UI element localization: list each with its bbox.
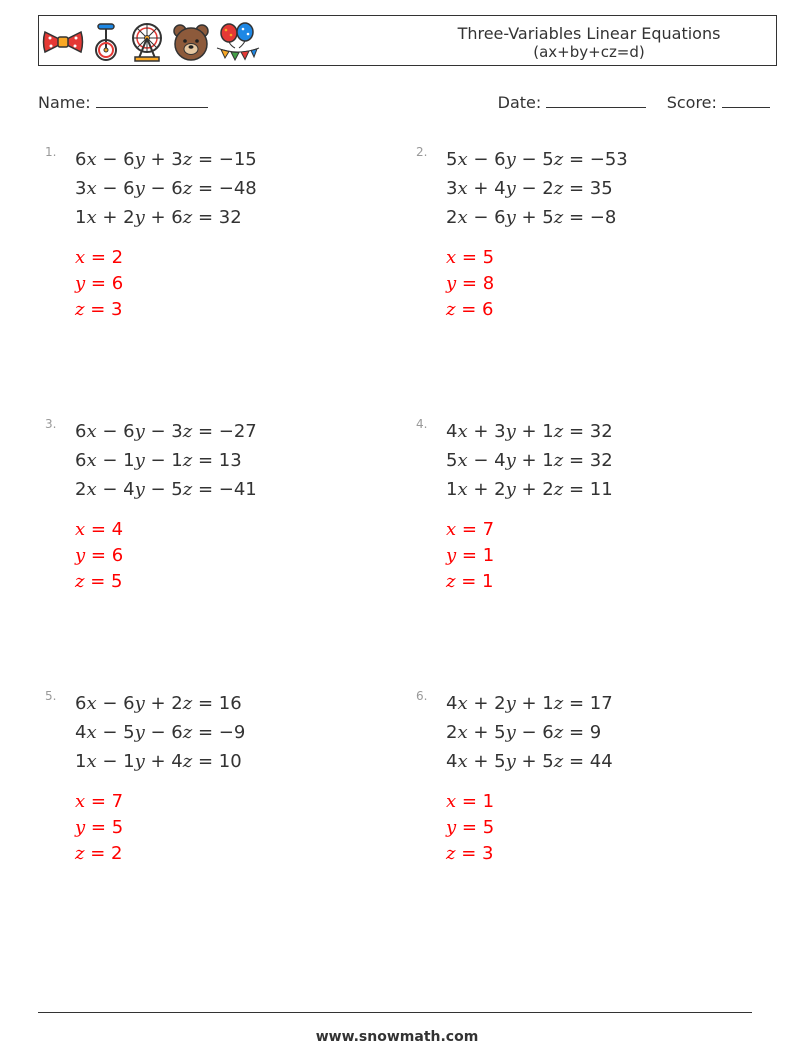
equation-lhs: 3x − 6y − 6z — [75, 178, 193, 199]
equation-rhs: = 13 — [197, 450, 242, 471]
answer-y: y = 1 — [446, 545, 495, 566]
equation-rhs: = −48 — [197, 178, 257, 199]
answer-list — [446, 789, 494, 867]
date-label: Date: — [497, 93, 542, 112]
equation-lhs: 4x + 5y + 5z — [446, 751, 564, 772]
equation-row — [75, 417, 257, 446]
answer-z: z = 2 — [75, 843, 123, 864]
equation-row — [75, 446, 257, 475]
date-blank[interactable] — [546, 93, 646, 108]
equation-row — [446, 718, 613, 747]
answer-z: z = 3 — [75, 299, 123, 320]
problem-1 — [45, 145, 345, 335]
score-blank[interactable] — [722, 93, 770, 108]
equation-row — [75, 747, 245, 776]
problem-3 — [45, 417, 345, 607]
answer-z: z = 3 — [446, 843, 494, 864]
equation-lhs: 6x − 6y − 3z — [75, 421, 193, 442]
equation-row — [446, 417, 613, 446]
equation-row — [446, 203, 628, 232]
answer-y: y = 5 — [75, 817, 124, 838]
bear-icon — [171, 22, 211, 62]
equation-lhs: 1x + 2y + 2z — [446, 479, 564, 500]
equation-lhs: 5x − 4y + 1z — [446, 450, 564, 471]
equation-rhs: = −27 — [197, 421, 257, 442]
equation-lhs: 4x + 3y + 1z — [446, 421, 564, 442]
problem-number: 4. — [416, 417, 428, 431]
name-blank[interactable] — [96, 93, 208, 108]
equation-rhs: = 32 — [568, 421, 613, 442]
answer-list — [446, 517, 494, 595]
answer-list — [75, 245, 123, 323]
equation-system — [75, 145, 257, 232]
equation-lhs: 4x − 5y − 6z — [75, 722, 193, 743]
answer-x: x = 7 — [446, 519, 495, 540]
name-label: Name: — [38, 93, 91, 112]
footer-url[interactable]: www.snowmath.com — [315, 1029, 479, 1045]
date-score-fields — [498, 93, 770, 112]
equation-rhs: = 32 — [197, 207, 242, 228]
equation-lhs: 2x − 4y − 5z — [75, 479, 193, 500]
equation-rhs: = 10 — [197, 751, 242, 772]
answer-z: z = 6 — [446, 299, 494, 320]
equation-rhs: = 32 — [568, 450, 613, 471]
footer-divider — [38, 1012, 752, 1013]
equation-row — [446, 446, 613, 475]
worksheet-title: Three-Variables Linear Equations — [457, 24, 721, 43]
equation-lhs: 6x − 6y + 2z — [75, 693, 193, 714]
answer-y: y = 5 — [446, 817, 495, 838]
equation-row — [75, 203, 257, 232]
answer-y: y = 6 — [75, 273, 124, 294]
equation-row — [75, 718, 245, 747]
equation-lhs: 2x + 5y − 6z — [446, 722, 564, 743]
worksheet-subtitle: (ax+by+cz=d) — [533, 43, 645, 61]
answer-z: z = 1 — [446, 571, 494, 592]
equation-rhs: = 35 — [568, 178, 613, 199]
equation-rhs: = −8 — [568, 207, 617, 228]
answer-list — [75, 789, 123, 867]
problem-number: 2. — [416, 145, 428, 159]
answer-x: x = 7 — [75, 791, 124, 812]
equation-rhs: = 44 — [568, 751, 613, 772]
equation-row — [446, 747, 613, 776]
equation-row — [75, 689, 245, 718]
equation-rhs: = −15 — [197, 149, 257, 170]
equation-rhs: = −41 — [197, 479, 257, 500]
answer-x: x = 2 — [75, 247, 124, 268]
equation-rhs: = −9 — [197, 722, 246, 743]
problem-number: 3. — [45, 417, 57, 431]
equation-system — [446, 145, 628, 232]
equation-row — [75, 174, 257, 203]
equation-system — [446, 417, 613, 504]
unicycle-icon — [89, 22, 123, 62]
equation-lhs: 2x − 6y + 5z — [446, 207, 564, 228]
equation-rhs: = 17 — [568, 693, 613, 714]
equation-lhs: 6x − 1y − 1z — [75, 450, 193, 471]
answer-y: y = 6 — [75, 545, 124, 566]
equation-rhs: = 16 — [197, 693, 242, 714]
answer-x: x = 1 — [446, 791, 495, 812]
equation-lhs: 1x + 2y + 6z — [75, 207, 193, 228]
equation-row — [446, 475, 613, 504]
score-label: Score: — [666, 93, 717, 112]
answer-x: x = 4 — [75, 519, 124, 540]
problem-4 — [416, 417, 716, 607]
answer-list — [446, 245, 494, 323]
equation-rhs: = −53 — [568, 149, 628, 170]
equation-rhs: = 11 — [568, 479, 613, 500]
worksheet-header — [38, 15, 777, 66]
answer-x: x = 5 — [446, 247, 495, 268]
equation-system — [75, 417, 257, 504]
worksheet-title-block — [439, 25, 739, 61]
equation-system — [75, 689, 245, 776]
equation-lhs: 1x − 1y + 4z — [75, 751, 193, 772]
equation-lhs: 6x − 6y + 3z — [75, 149, 193, 170]
equation-row — [75, 475, 257, 504]
equation-row — [446, 145, 628, 174]
problem-6 — [416, 689, 716, 879]
equation-lhs: 4x + 2y + 1z — [446, 693, 564, 714]
name-field — [38, 93, 208, 112]
answer-y: y = 8 — [446, 273, 495, 294]
problem-number: 5. — [45, 689, 57, 703]
equation-lhs: 3x + 4y − 2z — [446, 178, 564, 199]
equation-rhs: = 9 — [568, 722, 602, 743]
problem-number: 6. — [416, 689, 428, 703]
header-icons — [41, 20, 261, 64]
bow-tie-icon — [41, 24, 85, 60]
equation-row — [75, 145, 257, 174]
equation-system — [446, 689, 613, 776]
answer-list — [75, 517, 123, 595]
ferris-wheel-icon — [127, 21, 167, 63]
problem-5 — [45, 689, 345, 879]
answer-z: z = 5 — [75, 571, 123, 592]
equation-row — [446, 689, 613, 718]
equation-lhs: 5x − 6y − 5z — [446, 149, 564, 170]
equation-row — [446, 174, 628, 203]
balloons-bunting-icon — [215, 22, 261, 62]
problem-number: 1. — [45, 145, 57, 159]
problem-2 — [416, 145, 716, 335]
